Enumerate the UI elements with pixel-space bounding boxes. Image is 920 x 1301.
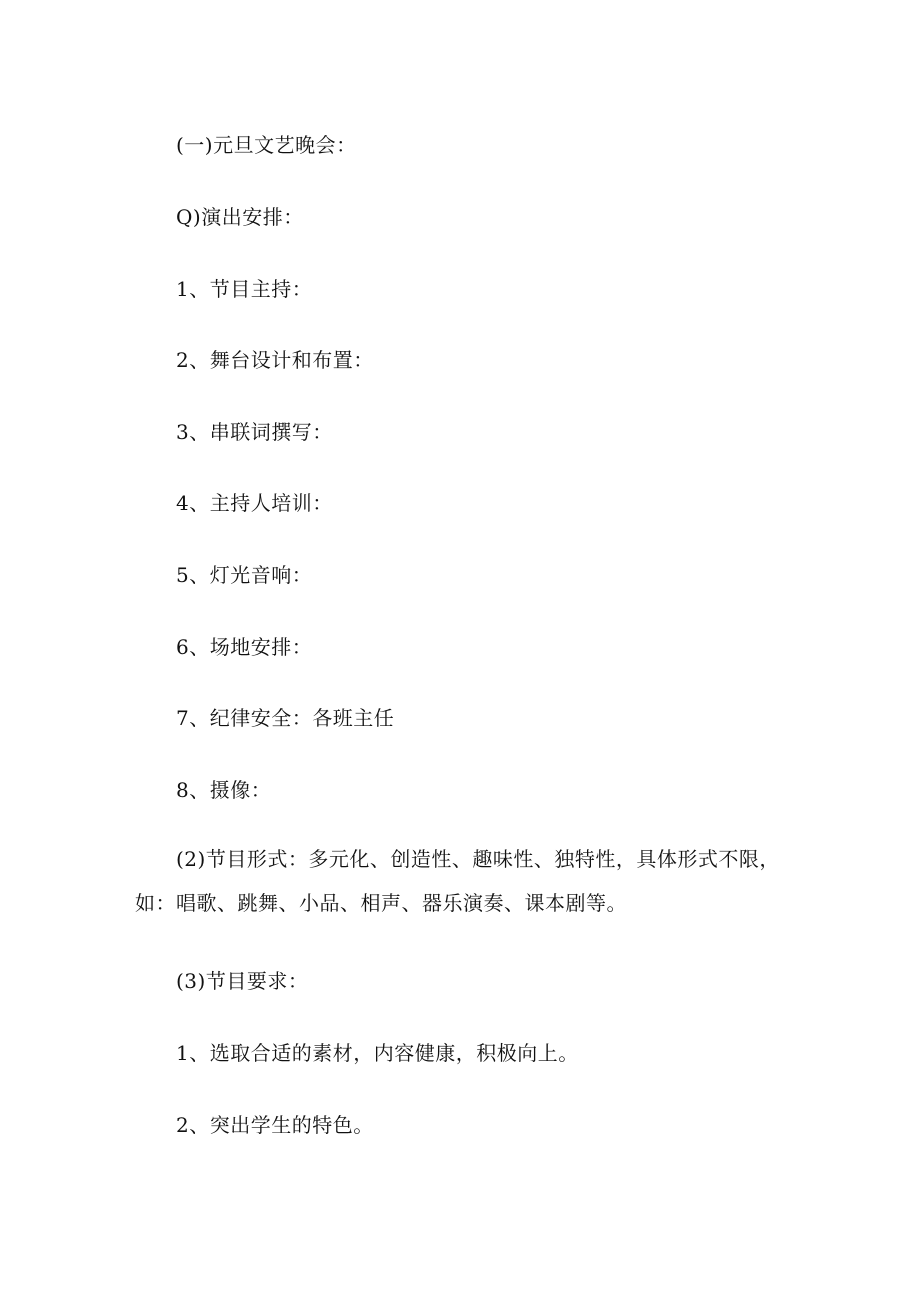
requirement-item: 1、选取合适的素材，内容健康，积极向上。 [176,1041,579,1065]
section-2-paragraph: (2)节目形式：多元化、创造性、趣味性、独特性，具体形式不限，如：唱歌、跳舞、小品、相声、器乐演奏、课本剧等。 [135,847,780,915]
arrangement-item: 8、摄像： [176,778,272,802]
arrangement-item: 5、灯光音响： [176,563,313,587]
arrangement-item: 6、场地安排： [176,635,313,659]
heading: (一)元旦文艺晚会： [176,133,357,157]
arrangement-item: 3、串联词撰写： [176,420,333,444]
arrangement-item: 7、纪律安全：各班主任 [176,706,395,730]
arrangement-item: 1、节目主持： [176,277,313,301]
arrangement-item: 4、主持人培训： [176,491,333,515]
requirement-item: 2、突出学生的特色。 [176,1113,374,1137]
section-3-title: (3)节目要求： [176,969,309,993]
section-1-title: Q)演出安排： [176,205,304,229]
arrangement-item: 2、舞台设计和布置： [176,348,374,372]
